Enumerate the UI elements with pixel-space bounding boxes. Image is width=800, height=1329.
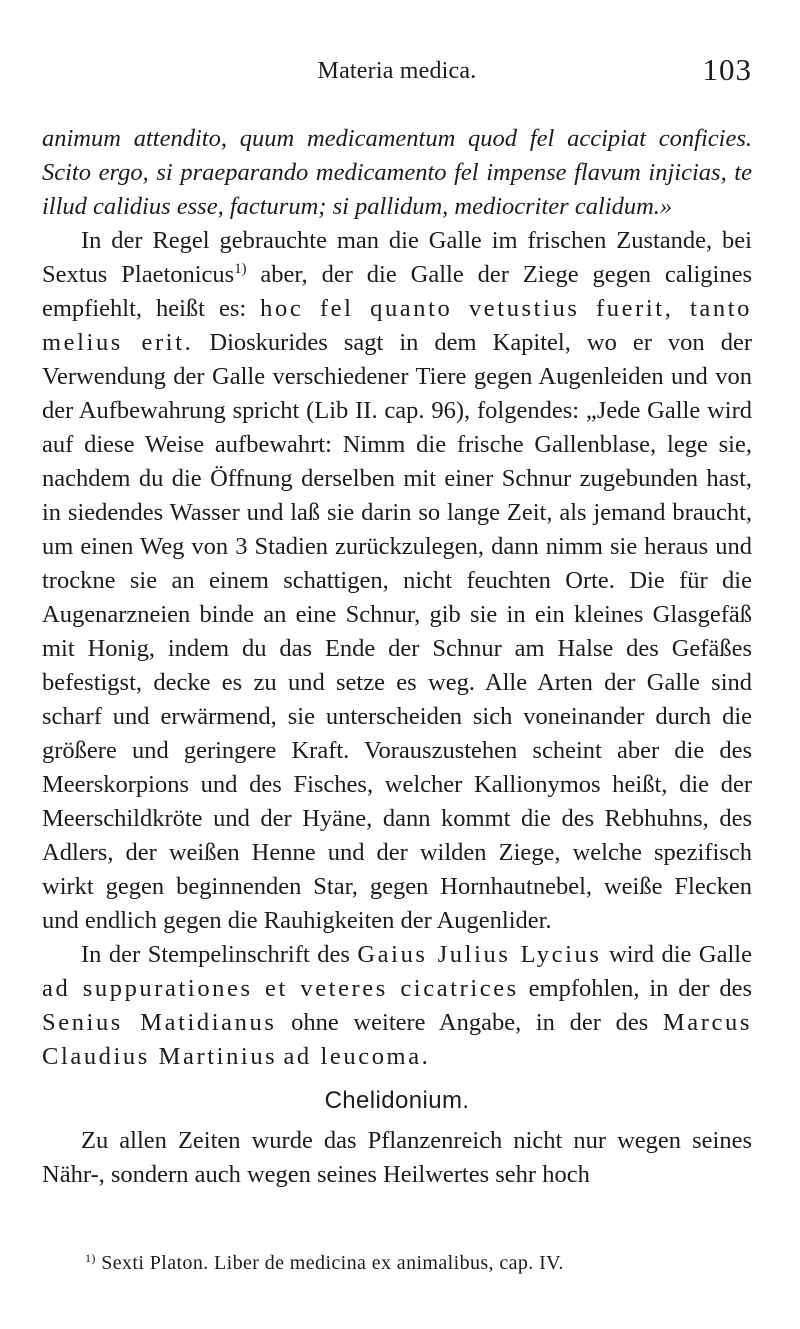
text-run: empfohlen, in der des (518, 975, 752, 1002)
running-head (42, 52, 752, 98)
latin-quotation-paragraph: animum attendito, quum medicamentum quod fel accipiat conficies. Scito ergo, si praeparando medicamento fel impense flavum injicias, te illud calidius esse, facturum; si pallidum, mediocriter calidum.» (42, 125, 752, 220)
spaced-latin-term: ad suppurationes et veteres cicatrices (42, 975, 519, 1002)
text-run: ohne weitere Angabe, in der des (276, 1009, 663, 1036)
spaced-latin-term: ad leucoma. (283, 1043, 431, 1070)
paragraph-chelidonium: Zu allen Zeiten wurde das Pflanzenreich nicht nur wegen seines Nähr-, sondern auch wegen seines Heilwertes sehr hoch (42, 1127, 752, 1188)
text-run: In der Stempelinschrift des (81, 941, 358, 968)
paragraph-gall-usage (42, 224, 752, 938)
spaced-name: Marcus Claudius Martinius (42, 1009, 752, 1070)
running-title: Materia medica. (317, 58, 477, 84)
paragraph-stamp-inscriptions (42, 938, 752, 1074)
footnote-marker: 1) (85, 1250, 96, 1265)
page-number: 103 (702, 52, 752, 87)
footnote-text: Sexti Platon. Liber de medicina ex animalibus, cap. IV. (95, 1252, 564, 1274)
spaced-latin-quote: hoc fel quanto vetustius fuerit, tanto melius erit. (42, 295, 752, 356)
text-run: aber, der die Galle der Ziege gegen caligines empfiehlt, heißt es: (42, 261, 753, 322)
section-heading: Chelidonium. (324, 1087, 470, 1114)
footnote (85, 1249, 564, 1277)
spaced-name: Gaius Julius Lycius (357, 941, 602, 968)
text-run: In der Regel gebrauchte man die Galle im frischen Zustande, bei Sextus Plaetonicus (42, 227, 752, 288)
text-run: Dioskurides sagt in dem Kapitel, wo er von der Verwendung der Galle verschiedener Tiere gegen Augenleiden und von der Aufbewahrung spricht (Lib II. cap. 96), folgendes: „Jede Galle wird auf diese Weise aufbewahrt: Nimm die frische Gallenblase, lege sie, nachdem du die Öffnung derselben mit einer Schnur zugebunden hast, in siedendes Wasser und laß sie darin so lange Zeit, als jemand braucht, um einen Weg von 3 Stadien zurückzulegen, dann nimm sie heraus und trockne sie an einem schattigen, nicht feuchten Orte. Die für die Augenarzneien binde an eine Schnur, gib sie in ein kleines Glasgefäß mit Honig, indem du das Ende der Schnur am Halse des Gefäßes befestigst, decke es zu und setze es weg. Alle Arten der Galle sind scharf und erwärmend, sie unterscheiden sich voneinander durch die größere und geringere Kraft. Vorauszustehen scheint aber die des Meerskorpions und des Fisches, welcher Kallionymos heißt, die der Meerschildkröte und der Hyäne, dann kommt die des Rebhuhns, des Adlers, der weißen Henne und der wilden Ziege, welche spezifisch wirkt gegen beginnenden Star, gegen Hornhautnebel, weiße Flecken und endlich gegen die Rauhigkeiten der Augenlider. (42, 329, 752, 934)
body-text (42, 122, 752, 1192)
text-run: wird die Galle (601, 941, 752, 968)
spaced-name: Senius Matidianus (42, 1009, 277, 1036)
footnote-reference: 1) (234, 261, 247, 278)
